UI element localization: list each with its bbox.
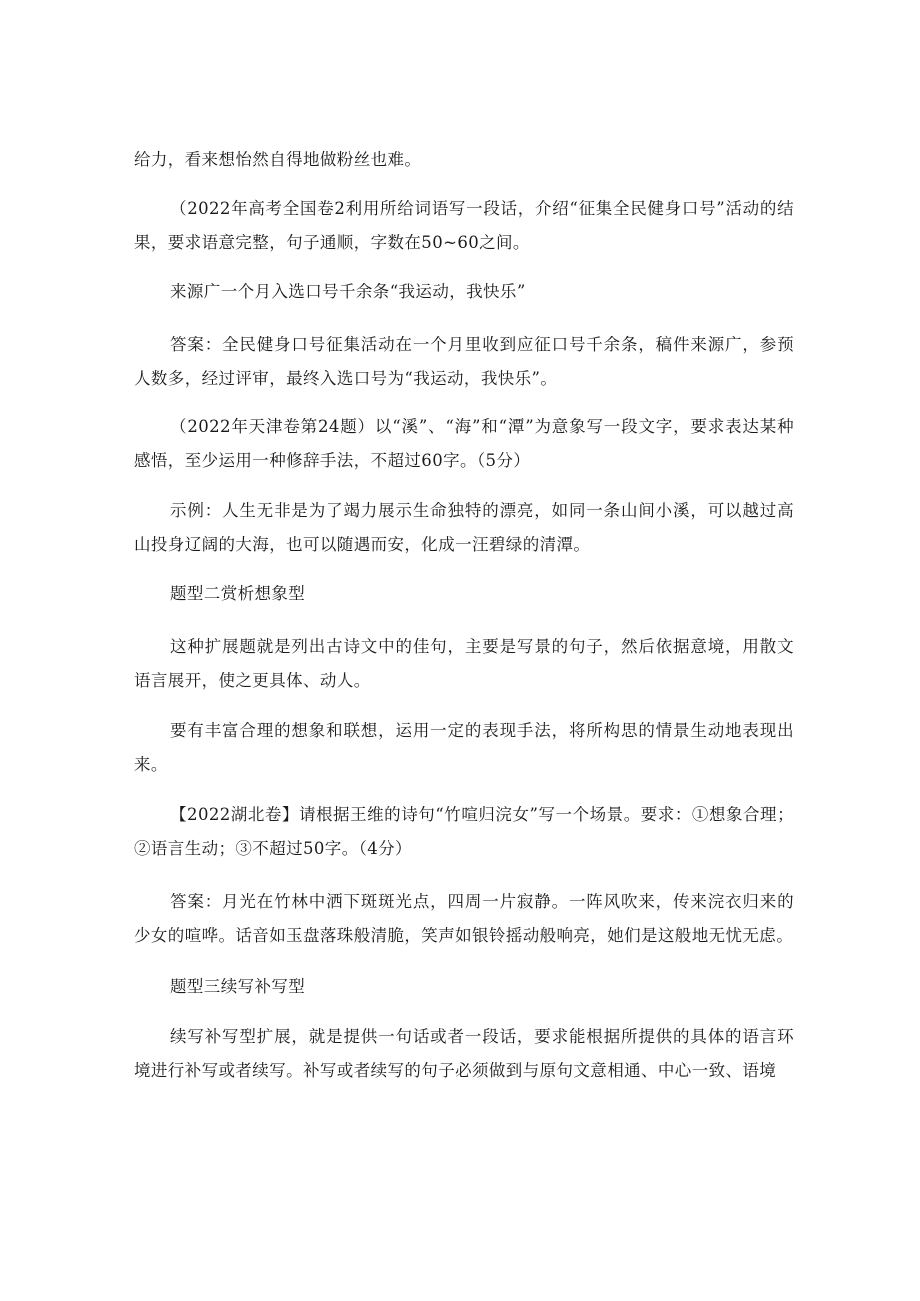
paragraph-question-hubei: 【2022湖北卷】请根据王维的诗句“竹喧归浣女”写一个场景。要求：①想象合理；②语言生动；③不超过50字。（4分） [134,805,794,858]
section-heading-type-two: 题型二赏析想象型 [170,584,306,603]
paragraph-continuation: 给力，看来想怡然自得地做粉丝也难。 [134,150,422,169]
section-heading-type-three: 题型三续写补写型 [170,977,306,996]
paragraph-answer-slogan: 答案：全民健身口号征集活动在一个月里收到应征口号千余条，稿件来源广，参预人数多，经过评审，最终入选口号为“我运动，我快乐”。 [134,335,794,388]
paragraph-type-three-description: 续写补写型扩展，就是提供一句话或者一段话，要求能根据所提供的具体的语言环境进行补写或者续写。补写或者续写的句子必须做到与原句文意相通、中心一致、语境 [134,1027,794,1080]
paragraph-question-national-exam: （2022年高考全国卷2利用所给词语写一段话，介绍“征集全民健身口号”活动的结果，要求语意完整，句子通顺，字数在50~60之间。 [134,199,794,252]
paragraph-given-words: 来源广一个月入选口号千余条“我运动，我快乐” [170,282,526,301]
paragraph-answer-scene: 答案：月光在竹林中洒下斑斑光点，四周一片寂静。一阵风吹来，传来浣衣归来的少女的喧哗。话音如玉盘落珠般清脆，笑声如银铃摇动般响亮，她们是这般地无忧无虑。 [134,892,794,945]
paragraph-example: 示例：人生无非是为了竭力展示生命独特的漂亮，如同一条山间小溪，可以越过高山投身辽阔的大海，也可以随遇而安，化成一汪碧绿的清潭。 [134,501,794,554]
paragraph-imagination-tip: 要有丰富合理的想象和联想，运用一定的表现手法，将所构思的情景生动地表现出来。 [134,721,794,774]
paragraph-type-two-description: 这种扩展题就是列出古诗文中的佳句，主要是写景的句子，然后依据意境，用散文语言展开，使之更具体、动人。 [134,637,794,690]
paragraph-question-tianjin: （2022年天津卷第24题）以“溪”、“海”和“潭”为意象写一段文字，要求表达某种感悟，至少运用一种修辞手法，不超过60字。（5分） [134,417,794,470]
